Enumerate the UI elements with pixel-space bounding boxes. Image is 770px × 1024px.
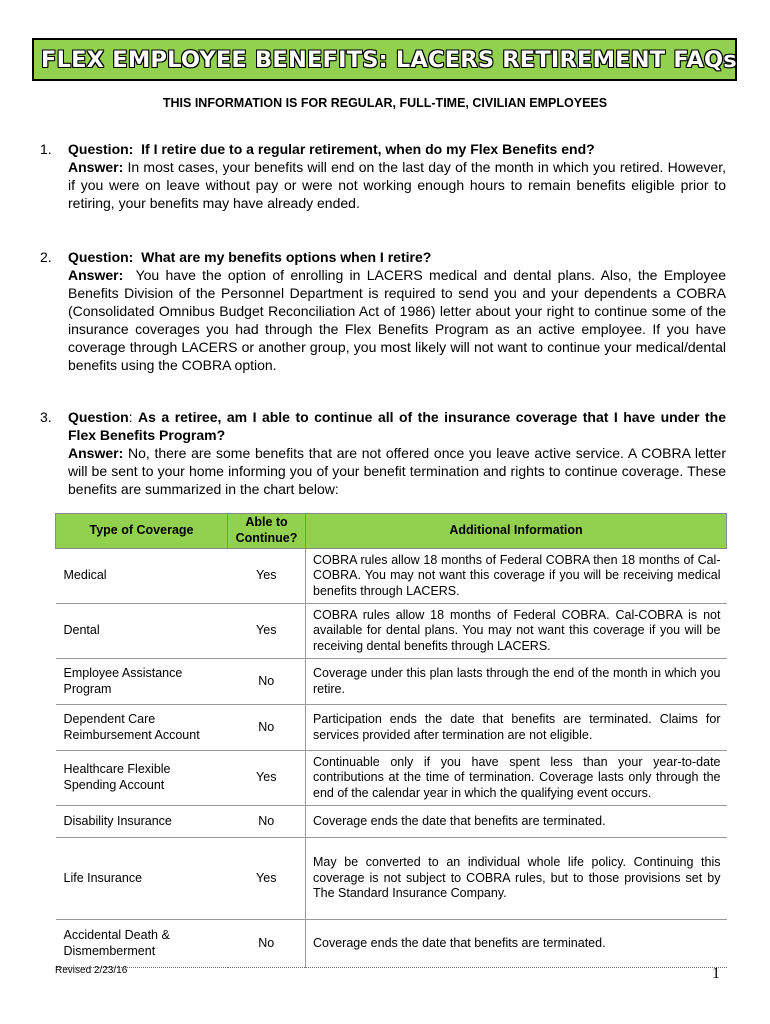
question-label: Question: [68, 141, 134, 157]
coverage-info: May be converted to an individual whole life policy. Continuing this coverage is not subject to COBRA rules, but to those provisions set by The Standard Insurance Company. [306, 838, 727, 920]
subtitle: THIS INFORMATION IS FOR REGULAR, FULL-TIME, CIVILIAN EMPLOYEES [162, 96, 608, 110]
table-row [56, 549, 727, 604]
faq-number: 1. [40, 141, 52, 157]
coverage-continue: No [228, 920, 306, 968]
table-row [56, 604, 727, 659]
coverage-type: Life Insurance [56, 838, 228, 920]
faq-answer [68, 266, 726, 374]
faq-number: 3. [40, 409, 52, 425]
coverage-continue: Yes [228, 751, 306, 806]
table-row [56, 838, 727, 920]
coverage-info: Coverage ends the date that benefits are terminated. [306, 920, 727, 968]
faq-item-2 [40, 248, 726, 374]
table-header-row [56, 514, 727, 549]
coverage-type: Medical [56, 549, 228, 604]
coverage-continue: No [228, 659, 306, 705]
page-number: 1 [712, 965, 720, 982]
coverage-type: Dental [56, 604, 228, 659]
column-header-info: Additional Information [306, 514, 727, 549]
coverage-info: COBRA rules allow 18 months of Federal COBRA then 18 months of Cal-COBRA. You may not want this coverage if you will be receiving medical benefits through LACERS. [306, 549, 727, 604]
faq-item-3 [40, 408, 726, 498]
column-header-type: Type of Coverage [56, 514, 228, 549]
coverage-table [55, 513, 727, 968]
question-text: If I retire due to a regular retirement, when do my Flex Benefits end? [141, 141, 595, 157]
coverage-continue: Yes [228, 549, 306, 604]
answer-text: You have the option of enrolling in LACERS medical and dental plans. Also, the Employee Benefits Division of the Personnel Department is required to send you and your dependents a COBRA (Consolidated Omnibus Budget Reconciliation Act of 1986) letter about your right to continue some of the insurance coverages you had through the Flex Benefits Program as an active employee. If you have coverage through LACERS or another group, you most likely will not want to continue your medical/dental benefits using the COBRA option. [68, 267, 726, 373]
coverage-info: Participation ends the date that benefits are terminated. Claims for services provided after termination are not eligible. [306, 705, 727, 751]
table-row [56, 920, 727, 968]
page-title: FLEX EMPLOYEE BENEFITS: LACERS RETIREMENT FAQs [41, 46, 737, 73]
faq-question [68, 248, 726, 266]
question-text: What are my benefits options when I retire? [141, 249, 432, 265]
answer-label: Answer: [68, 267, 124, 283]
coverage-type: Employee Assistance Program [56, 659, 228, 705]
question-label: Question [68, 409, 129, 425]
coverage-info: COBRA rules allow 18 months of Federal COBRA. Cal-COBRA is not available for dental plans. You may not want this coverage if you will be receiving dental benefits through LACERS. [306, 604, 727, 659]
coverage-type: Dependent Care Reimbursement Account [56, 705, 228, 751]
faq-item-1 [40, 140, 726, 212]
column-header-continue: Able to Continue? [228, 514, 306, 549]
coverage-info: Coverage ends the date that benefits are terminated. [306, 806, 727, 838]
faq-question: Question: As a retiree, am I able to continue all of the insurance coverage that I have under the Flex Benefits Program? [68, 409, 727, 443]
table-row [56, 705, 727, 751]
answer-text: In most cases, your benefits will end on the last day of the month in which you retired. However, if you were on leave without pay or were not working enough hours to remain benefits eligible prior to retiring, your benefits may have already ended. [68, 159, 726, 211]
coverage-info: Continuable only if you have spent less than your year-to-date contributions at the time of termination. Coverage lasts only through the end of the calendar year in which the qualifying event occurs. [306, 751, 727, 806]
faq-number: 2. [40, 249, 52, 265]
title-banner [32, 38, 737, 81]
faq-answer [68, 444, 726, 498]
coverage-type: Disability Insurance [56, 806, 228, 838]
revised-date: Revised 2/23/16 [55, 965, 128, 976]
coverage-info: Coverage under this plan lasts through the end of the month in which you retire. [306, 659, 727, 705]
table-row [56, 659, 727, 705]
faq-answer [68, 158, 726, 212]
question-text: As a retiree, am I able to continue all of the insurance coverage that I have under the Flex Benefits Program? [68, 409, 727, 443]
table-row [56, 806, 727, 838]
answer-label: Answer: [68, 445, 124, 461]
coverage-type: Accidental Death & Dismemberment [56, 920, 228, 968]
answer-label: Answer: [68, 159, 124, 175]
question-label: Question: [68, 249, 134, 265]
coverage-type: Healthcare Flexible Spending Account [56, 751, 228, 806]
table-row [56, 751, 727, 806]
coverage-continue: Yes [228, 604, 306, 659]
coverage-continue: Yes [228, 838, 306, 920]
faq-question [68, 140, 726, 158]
answer-text: No, there are some benefits that are not offered once you leave active service. A COBRA letter will be sent to your home informing you of your benefit termination and rights to continue coverage. These benefits are summarized in the chart below: [68, 445, 727, 497]
coverage-continue: No [228, 806, 306, 838]
coverage-continue: No [228, 705, 306, 751]
